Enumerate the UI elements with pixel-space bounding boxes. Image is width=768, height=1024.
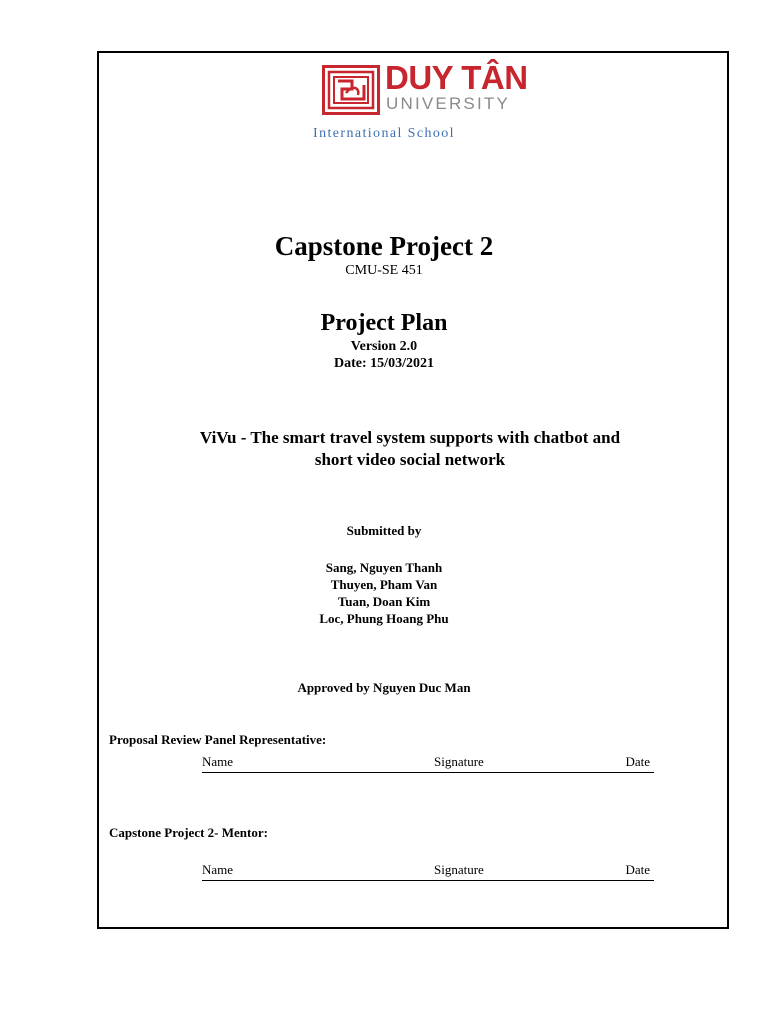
- mentor-label: Capstone Project 2- Mentor:: [109, 825, 268, 840]
- logo-sub-text: UNIVERSITY: [386, 94, 511, 113]
- member-name: Tuan, Doan Kim: [337, 594, 431, 609]
- approved-by: Approved by Nguyen Duc Man: [297, 680, 471, 695]
- review-panel-label: Proposal Review Panel Representative:: [109, 732, 327, 747]
- document-title: Capstone Project 2: [274, 231, 494, 261]
- version-label: Version 2.0: [350, 339, 418, 354]
- name-field-label: Name: [202, 754, 234, 769]
- page-border: [97, 51, 729, 929]
- member-name: Loc, Phung Hoang Phu: [319, 611, 449, 626]
- logo-brand-text: DUY TÂN: [385, 59, 528, 96]
- signature-field-label: Signature: [434, 754, 484, 769]
- project-name-line-1: ViVu - The smart travel system supports with chatbot and: [199, 428, 621, 447]
- project-name-line-2: short video social network: [314, 450, 506, 469]
- duy-tan-emblem-icon: [322, 65, 380, 115]
- signature-field-label: Signature: [434, 862, 484, 877]
- school-name: International School: [313, 126, 455, 141]
- mentor-signature-line: [202, 862, 654, 881]
- project-name: [120, 427, 700, 471]
- document-type: Project Plan: [320, 310, 448, 336]
- date-label: Date: 15/03/2021: [334, 356, 434, 371]
- member-name: Sang, Nguyen Thanh: [325, 560, 443, 575]
- course-code: CMU-SE 451: [345, 263, 423, 278]
- date-field-label: Date: [625, 862, 650, 877]
- review-signature-line: [202, 754, 654, 773]
- submitted-by-label: Submitted by: [346, 523, 422, 538]
- university-logo: [322, 59, 528, 116]
- member-name: Thuyen, Pham Van: [330, 577, 438, 592]
- name-field-label: Name: [202, 862, 234, 877]
- date-field-label: Date: [625, 754, 650, 769]
- member-list: [0, 559, 768, 627]
